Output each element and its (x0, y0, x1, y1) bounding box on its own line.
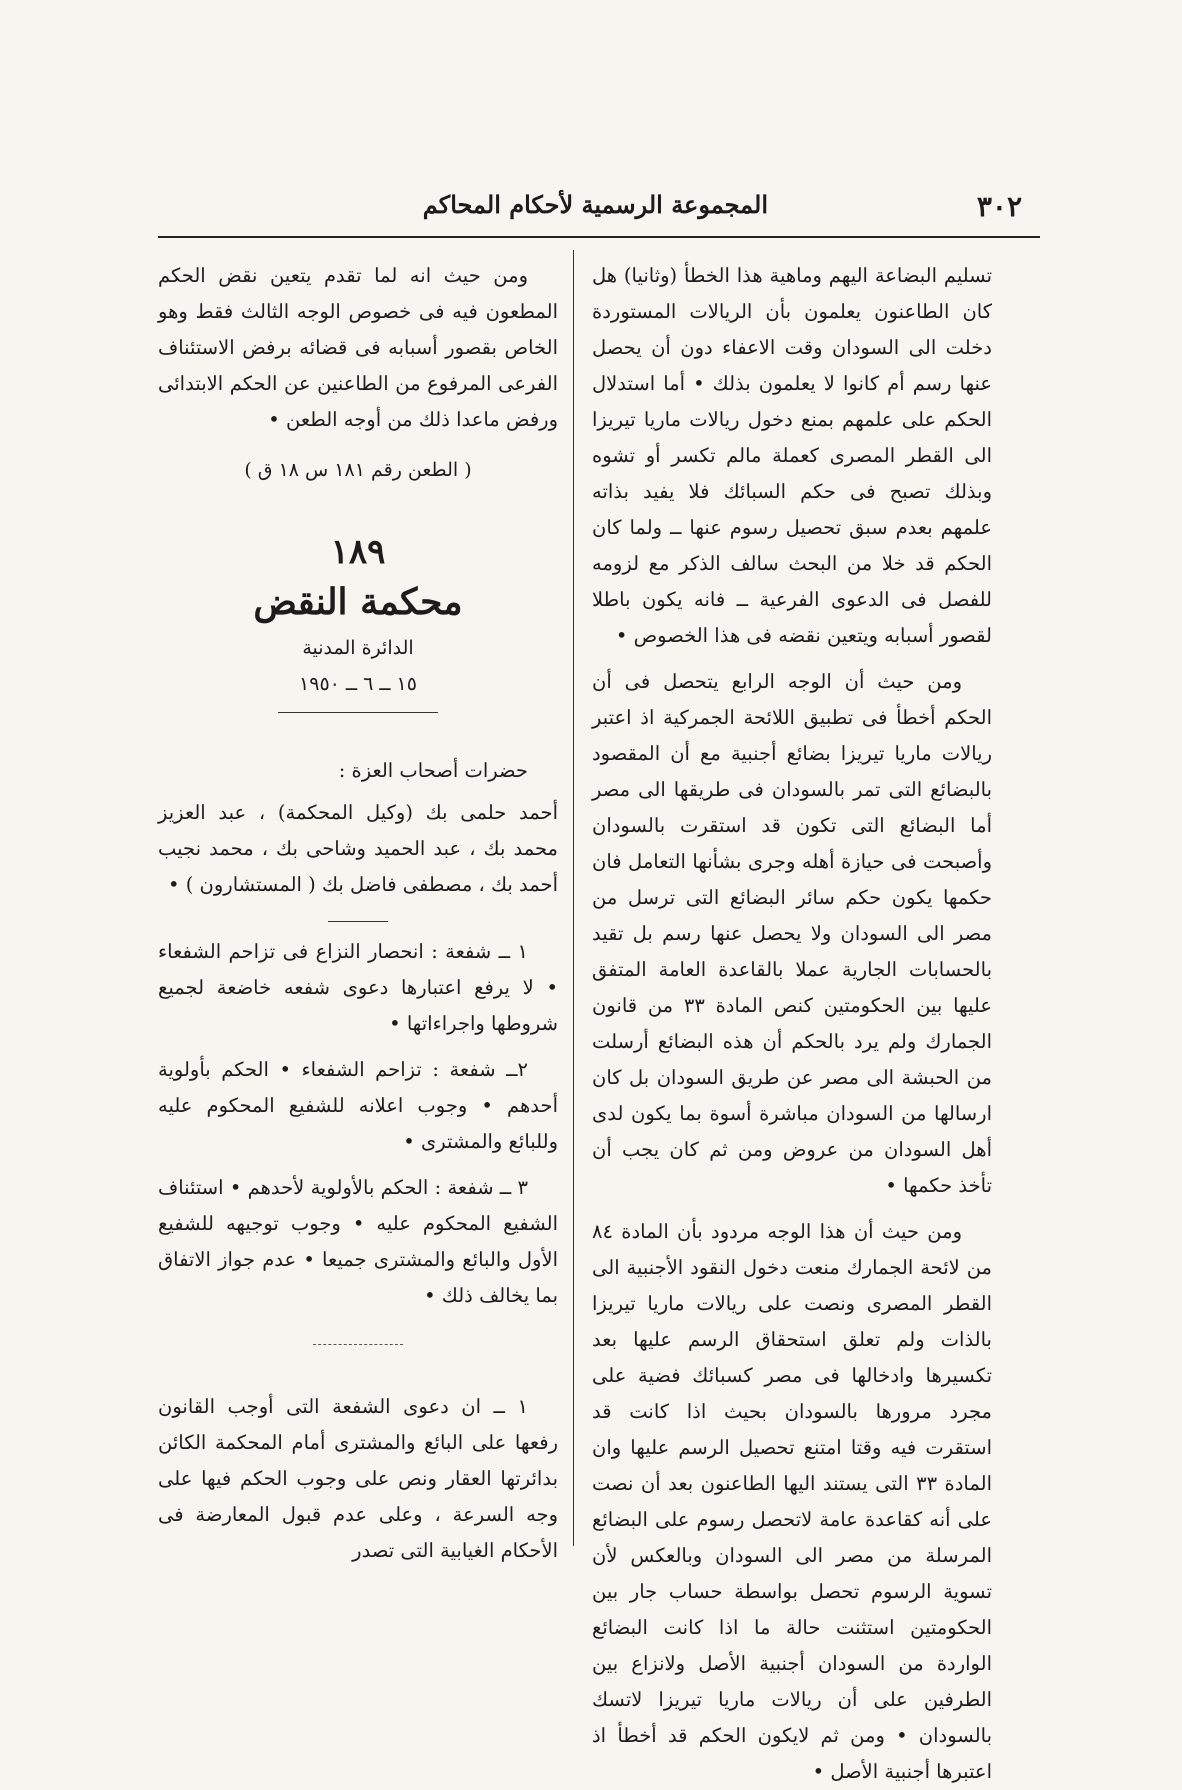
headnote: ٣ ــ شفعة : الحكم بالأولوية لأحدهم • استئناف الشفيع المحكوم عليه • وجوب توجيهه للشفيع الأول والبائع والمشترى جميعا • عدم جواز الاتفاق بما يخالف ذلك • (158, 1176, 558, 1307)
intro-paragraph: ومن حيث انه لما تقدم يتعين نقض الحكم المطعون فيه فى خصوص الوجه الثالث فقط وهو الخاص بقصور أسبابه فى قضائه برفض الاستئناف الفرعى المرفوع من الطاعنين عن الحكم الابتدائى ورفض ماعدا ذلك من أوجه الطعن • (158, 264, 558, 431)
judgment-date: ١٥ ــ ٦ ــ ١٩٥٠ (299, 673, 417, 695)
paragraph: ومن حيث أن هذا الوجه مردود بأن المادة ٨٤ من لائحة الجمارك منعت دخول النقود الأجنبية الى القطر المصرى ونصت على ريالات ماريا تيريزا بالذات ولم تعلق استحقاق الرسم عليها بعد تكسيرها وادخالها فى مصر كسبائك فضية على مجرد مرورها بالسودان بحيث اذا كانت قد استقرت فيه وقتا امتنع تحصيل الرسم عليها وان المادة ٣٣ التى يستند اليها الطاعنون بعد أن نصت على أنه كقاعدة عامة لاتحصل رسوم على البضائع المرسلة من مصر الى السودان وبالعكس لأن تسوية الرسوم تحصل بواسطة حساب جار بين الحكومتين استثنت حالة ما اذا كانت البضائع الواردة من السودان أجنبية الأصل ولانزاع بين الطرفين على أن ريالات ماريا تيريزا لاتسك بالسودان • ومن ثم لايكون الحكم قد أخطأ اذ اعتبرها أجنبية الأصل • (592, 1220, 992, 1783)
headnote: ٢ــ شفعة : تزاحم الشفعاء • الحكم بأولوية أحدهم • وجوب اعلانه للشفيع المحكوم عليه وللبائع والمشترى • (158, 1058, 558, 1153)
members-list: أحمد حلمى بك (وكيل المحكمة) ، عبد العزيز محمد بك ، عبد الحميد وشاحى بك ، محمد نجيب أحمد بك ، مصطفى فاضل بك ( المستشارون ) • (158, 801, 558, 896)
court-circuit: الدائرة المدنية (302, 637, 414, 659)
page-number: ٣٠٢ (976, 190, 1022, 223)
case-citation: ( الطعن رقم ١٨١ س ١٨ ق ) (244, 459, 472, 481)
date-rule (278, 712, 438, 713)
left-column (158, 258, 558, 1569)
column-divider (573, 250, 574, 1546)
members-heading: حضرات أصحاب العزة : (338, 759, 528, 782)
dashed-rule (313, 1344, 403, 1345)
section-rule (328, 921, 388, 922)
final-paragraph: ١ ــ ان دعوى الشفعة التى أوجب القانون رفعها على البائع والمشترى أمام المحكمة الكائن بدائرتها العقار ونص على وجوب الحكم فيها على وجه السرعة ، وعلى عدم قبول المعارضة فى الأحكام الغيابية التى تصدر (158, 1395, 558, 1562)
running-title: المجموعة الرسمية لأحكام المحاكم (422, 190, 768, 219)
right-column (592, 258, 992, 1790)
case-number: ١٨٩ (330, 532, 386, 572)
paragraph: ومن حيث أن الوجه الرابع يتحصل فى أن الحكم أخطأ فى تطبيق اللائحة الجمركية اذ اعتبر ريالات ماريا تيريزا بضائع أجنبية مع أن المقصود بالبضائع التى تمر بالسودان فى طريقها الى مصر أما البضائع التى تكون قد استقرت بالسودان وأصبحت فى حيازة أهله وجرى بشأنها التعامل فان حكمها يكون حكم سائر البضائع التى ترسل من مصر الى السودان ولا يحصل عنها رسم بل تقيد بالحسابات الجارية عملا بالقاعدة العامة المتفق عليها بين الحكومتين كنص المادة ٣٣ من قانون الجمارك ولم يرد بالحكم أن هذه البضائع أرسلت من الحبشة الى مصر عن طريق السودان بل كان ارسالها من السودان مباشرة أسوة بما يكون لدى أهل السودان من عروض ومن ثم كان يجب أن تأخذ حكمها • (592, 670, 992, 1197)
header-rule (158, 236, 1040, 238)
court-name: محكمة النقض (253, 581, 463, 623)
headnote: ١ ــ شفعة : انحصار النزاع فى تزاحم الشفعاء • لا يرفع اعتبارها دعوى شفعه خاضعة لجميع شروطها واجراءاتها • (158, 940, 558, 1035)
page-header (158, 188, 1040, 228)
paragraph: تسليم البضاعة اليهم وماهية هذا الخطأ (وثانيا) هل كان الطاعنون يعلمون بأن الريالات المستوردة دخلت الى السودان وقت الاعفاء دون أن يحصل عنها رسم أم كانوا لا يعلمون بذلك • أما استدلال الحكم على علمهم بمنع دخول ريالات ماريا تيريزا الى القطر المصرى كعملة مالم تكسر أو تشوه وبذلك تصبح فى حكم السبائك فلا يفيد بذاته علمهم بعدم سبق تحصيل رسوم عنها ــ ولما كان الحكم قد خلا من البحث سالف الذكر مع لزومه للفصل فى الدعوى الفرعية ــ فانه يكون باطلا لقصور أسبابه ويتعين نقضه فى هذا الخصوص • (592, 264, 992, 647)
